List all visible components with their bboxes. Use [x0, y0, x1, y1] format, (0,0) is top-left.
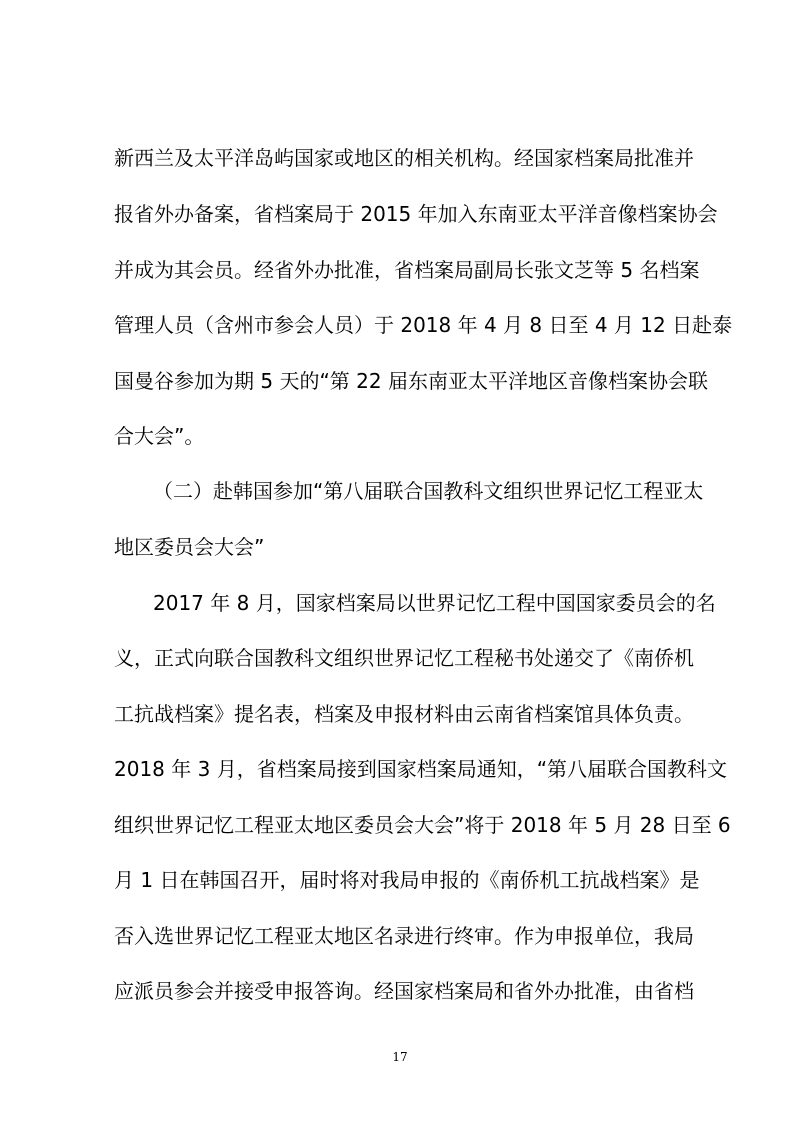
section-heading-line: 地区委员会大会” — [114, 535, 265, 559]
text-line: 国曼谷参加为期 5 天的“第 22 届东南亚太平洋地区音像档案协会联 — [114, 369, 708, 393]
section-heading-line: （二）赴韩国参加“第八届联合国教科文组织世界记忆工程亚太 — [153, 479, 704, 503]
text-line: 义，正式向联合国教科文组织世界记忆工程秘书处递交了《南侨机 — [114, 646, 694, 670]
text-line: 月 1 日在韩国召开，届时将对我局申报的《南侨机工抗战档案》是 — [114, 868, 700, 892]
page-number: 17 — [392, 1050, 408, 1064]
text-line: 报省外办备案，省档案局于 2015 年加入东南亚太平洋音像档案协会 — [114, 202, 718, 226]
text-line: 2017 年 8 月，国家档案局以世界记忆工程中国国家委员会的名 — [153, 591, 716, 615]
text-line: 新西兰及太平洋岛屿国家或地区的相关机构。经国家档案局批准并 — [114, 146, 694, 170]
text-line: 应派员参会并接受申报答询。经国家档案局和省外办批准，由省档 — [114, 979, 694, 1003]
text-line: 2018 年 3 月，省档案局接到国家档案局通知，“第八届联合国教科文 — [114, 757, 728, 781]
text-line: 否入选世界记忆工程亚太地区名录进行终审。作为申报单位，我局 — [114, 924, 694, 948]
text-line: 工抗战档案》提名表，档案及申报材料由云南省档案馆具体负责。 — [114, 702, 694, 726]
text-line: 组织世界记忆工程亚太地区委员会大会”将于 2018 年 5 月 28 日至 6 — [114, 813, 731, 837]
text-line: 并成为其会员。经省外办批准，省档案局副局长张文芝等 5 名档案 — [114, 258, 700, 282]
text-line: 合大会”。 — [114, 424, 205, 448]
text-line: 管理人员（含州市参会人员）于 2018 年 4 月 8 日至 4 月 12 日赴泰 — [114, 313, 733, 337]
